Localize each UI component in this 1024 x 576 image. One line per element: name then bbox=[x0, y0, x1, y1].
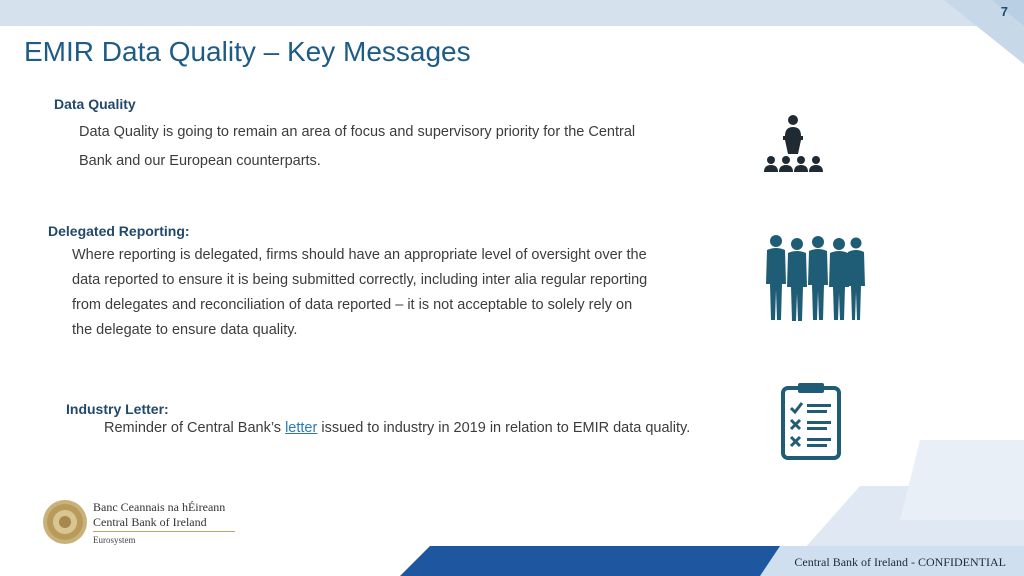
letter-link[interactable]: letter bbox=[285, 420, 318, 436]
delegated-reporting-line-2: data reported to ensure it is being submitted correctly, including inter alia regular reporting bbox=[72, 272, 648, 288]
industry-letter-text-after: issued to industry in 2019 in relation to EMIR data quality. bbox=[317, 420, 691, 436]
bottom-stripe-faint bbox=[900, 440, 1024, 520]
data-quality-text-line-1: Data Quality is going to remain an area of focus and supervisory priority for the Central bbox=[79, 124, 636, 140]
presenter-audience-icon bbox=[760, 112, 826, 178]
data-quality-text-line-2: Bank and our European counterparts. bbox=[79, 153, 321, 169]
delegated-reporting-line-4: the delegate to ensure data quality. bbox=[72, 322, 298, 338]
footer-confidential: Central Bank of Ireland - CONFIDENTIAL bbox=[794, 555, 1006, 569]
delegated-reporting-heading: Delegated Reporting: bbox=[48, 223, 190, 239]
industry-letter-text bbox=[104, 416, 690, 441]
business-people-icon bbox=[764, 232, 868, 324]
logo-eurosystem: Eurosystem bbox=[93, 535, 136, 545]
logo-irish-name: Banc Ceannais na hÉireann bbox=[93, 500, 226, 514]
data-quality-heading: Data Quality bbox=[54, 96, 136, 112]
page-number: 7 bbox=[1000, 4, 1008, 19]
delegated-reporting-line-3: from delegates and reconciliation of data reported – it is not acceptable to solely rely on bbox=[72, 297, 633, 313]
clipboard-checklist-icon bbox=[780, 382, 842, 460]
logo-english-name: Central Bank of Ireland bbox=[93, 515, 207, 529]
industry-letter-heading: Industry Letter: bbox=[66, 401, 169, 417]
industry-letter-text-before: Reminder of Central Bank’s bbox=[104, 420, 286, 436]
page-title: EMIR Data Quality – Key Messages bbox=[24, 36, 471, 67]
central-bank-seal-logo bbox=[42, 499, 88, 545]
logo-divider bbox=[93, 531, 235, 532]
delegated-reporting-line-1: Where reporting is delegated, firms should have an appropriate level of oversight over the bbox=[72, 247, 647, 263]
